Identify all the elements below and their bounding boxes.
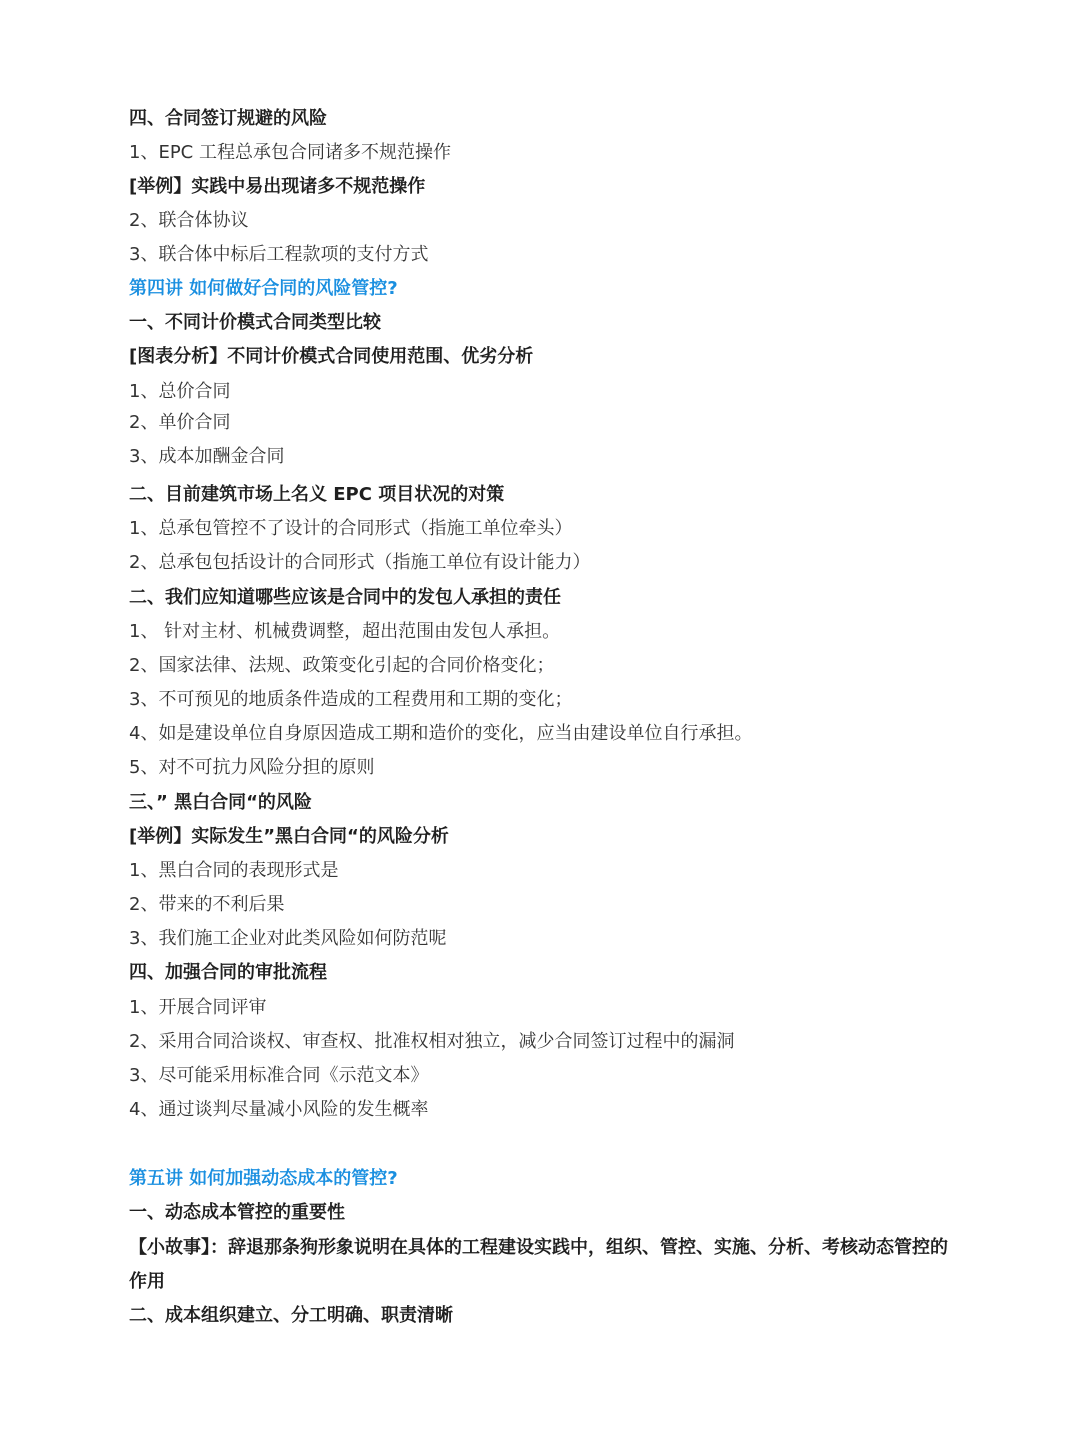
list-item-gc-no-design: 1、总承包管控不了设计的合同形式（指施工单位牵头） (129, 518, 573, 539)
list-item-epc-irregular: 1、EPC 工程总承包合同诸多不规范操作 (129, 142, 451, 163)
list-item-unit-price: 2、单价合同 (129, 412, 231, 433)
list-item-dual-forms: 1、黑白合同的表现形式是 (129, 860, 339, 881)
heading-pricing-models: 一、不同计价模式合同类型比较 (129, 312, 381, 333)
heading-nominal-epc: 二、目前建筑市场上名义 EPC 项目状况的对策 (129, 484, 505, 505)
lecture-4-title: 第四讲 如何做好合同的风险管控? (129, 278, 398, 299)
list-item-geology: 3、不可预见的地质条件造成的工程费用和工期的变化； (129, 689, 573, 710)
list-item-consortium-payment: 3、联合体中标后工程款项的支付方式 (129, 244, 429, 265)
list-item-lump-sum: 1、总价合同 (129, 381, 231, 402)
heading-dynamic-cost: 一、动态成本管控的重要性 (129, 1202, 345, 1223)
heading-approval: 四、加强合同的审批流程 (129, 962, 327, 983)
story-paragraph: 【小故事】：辞退那条狗形象说明在具体的工程建设实践中，组织、管控、实施、分析、考核动态管控的作用 (129, 1237, 948, 1292)
heading-dual-contract: 三、” 黑白合同“的风险 (129, 792, 312, 813)
list-item-standard-text: 3、尽可能采用标准合同《示范文本》 (129, 1065, 429, 1086)
list-item-cost-plus: 3、成本加酬金合同 (129, 446, 285, 467)
lecture-5-title: 第五讲 如何加强动态成本的管控? (129, 1168, 398, 1189)
list-item-force-majeure: 5、对不可抗力风险分担的原则 (129, 757, 375, 778)
list-item-consortium-agreement: 2、联合体协议 (129, 210, 249, 231)
list-item-gc-with-design: 2、总承包包括设计的合同形式（指施工单位有设计能力） (129, 552, 591, 573)
chart-analysis-note: [图表分析】不同计价模式合同使用范围、优劣分析 (129, 346, 534, 367)
list-item-review: 1、开展合同评审 (129, 997, 267, 1018)
list-item-dual-consequences: 2、带来的不利后果 (129, 894, 285, 915)
list-item-dual-prevent: 3、我们施工企业对此类风险如何防范呢 (129, 928, 447, 949)
list-item-separation: 2、采用合同洽谈权、审查权、批准权相对独立，减少合同签订过程中的漏洞 (129, 1031, 735, 1052)
example-dual-contract: [举例】实际发生”黑白合同“的风险分析 (129, 826, 449, 847)
list-item-material-adjust: 1、 针对主材、机械费调整，超出范围由发包人承担。 (129, 621, 561, 642)
heading-cost-org: 二、成本组织建立、分工明确、职责清晰 (129, 1305, 453, 1326)
heading-signing-risk: 四、合同签订规避的风险 (129, 108, 327, 129)
list-item-policy-change: 2、国家法律、法规、政策变化引起的合同价格变化； (129, 655, 555, 676)
list-item-negotiation: 4、通过谈判尽量减小风险的发生概率 (129, 1099, 429, 1120)
example-irregular: [举例】实践中易出现诸多不规范操作 (129, 176, 426, 197)
heading-employer-liability: 二、我们应知道哪些应该是合同中的发包人承担的责任 (129, 587, 561, 608)
list-item-owner-cause: 4、如是建设单位自身原因造成工期和造价的变化，应当由建设单位自行承担。 (129, 723, 753, 744)
